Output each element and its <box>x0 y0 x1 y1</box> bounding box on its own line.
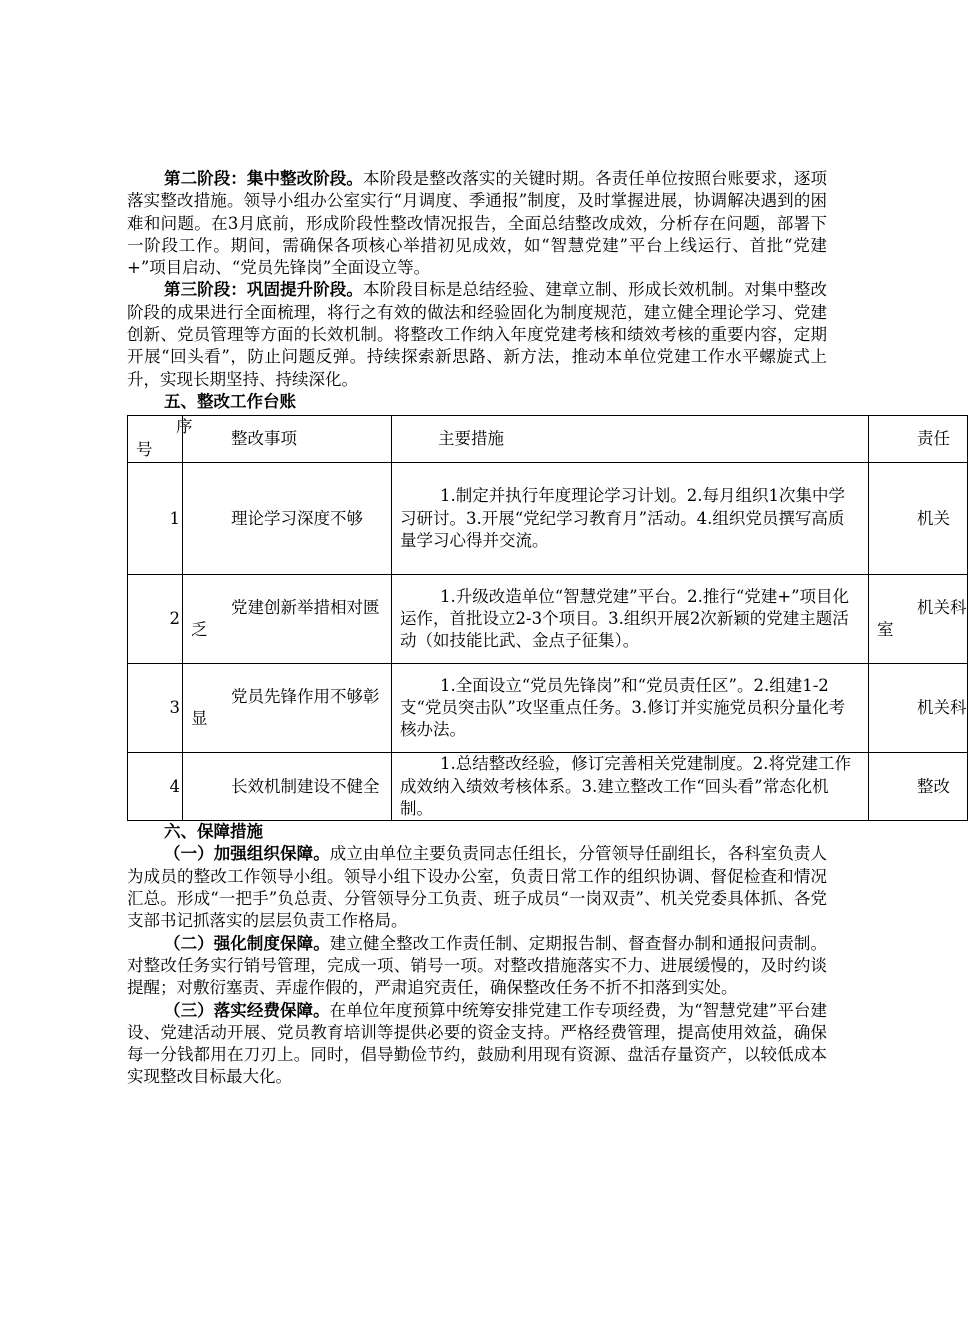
header-no-top: 序 <box>176 417 193 437</box>
stage2-text: 本阶段是整改落实的关键时期。各责任单位按照台账要求，逐项落实整改措施。领导小组办公室实行“月调度、季通报”制度，及时掌握进展，协调解决遇到的困难和问题。在3月底前，形成阶段性整改情况报告，全面总结整改成效，分析存在问题，部署下一阶段工作。期间，需确保各项核心举措初见成效，如“智慧党建”平台上线运行、首批“党建+”项目启动、“党员先锋岗”全面设立等。 <box>127 169 828 278</box>
row-no: 3 <box>128 664 183 753</box>
row-item: 理论学习深度不够 <box>183 463 392 575</box>
header-item: 整改事项 <box>183 416 392 463</box>
measure-paragraph-3 <box>127 1000 827 1089</box>
row-item: 党员先锋作用不够彰显 <box>183 664 392 753</box>
row-item: 党建创新举措相对匮乏 <box>183 575 392 664</box>
stage2-paragraph <box>127 168 827 279</box>
section6-heading: 六、保障措施 <box>164 822 263 842</box>
measure-text-3: 在单位年度预算中统筹安排党建工作专项经费，为“智慧党建”平台建设、党建活动开展、党员教育培训等提供必要的资金支持。严格经费管理，提高使用效益，确保每一分钱都用在刀刃上。同时，倡导勤俭节约，鼓励利用现有资源、盘活存量资产，以较低成本实现整改目标最大化。 <box>127 1000 827 1087</box>
header-measures: 主要措施 <box>392 416 869 463</box>
row-no: 4 <box>128 753 183 821</box>
measure-title-2: （二）强化制度保障。 <box>164 933 330 953</box>
table-row <box>128 664 968 753</box>
row-no: 1 <box>128 463 183 575</box>
table-row <box>128 463 968 575</box>
stage3-text: 本阶段目标是总结经验、建章立制、形成长效机制。对集中整改阶段的成果进行全面梳理，将行之有效的做法和经验固化为制度规范，建立健全理论学习、党建创新、党员管理等方面的长效机制。将整改工作纳入年度党建考核和绩效考核的重要内容，定期开展“回头看”，防止问题反弹。持续探索新思路、新方法，推动本单位党建工作水平螺旋式上升，实现长期坚持、持续深化。 <box>127 280 828 389</box>
row-measures: 1.升级改造单位“智慧党建”平台。2.推行“党建+”项目化运作，首批设立2-3个项目。3.组织开展2次新颖的党建主题活动（如技能比武、金点子征集）。 <box>392 575 869 664</box>
table-header-row <box>128 416 968 463</box>
stage3-title: 第三阶段：巩固提升阶段。 <box>164 280 363 300</box>
rectification-ledger-table <box>127 415 968 821</box>
measure-paragraph-1 <box>127 843 827 932</box>
row-responsible: 机关科室 <box>869 575 968 664</box>
measure-title-3: （三）落实经费保障。 <box>164 1000 330 1020</box>
header-no <box>128 416 193 463</box>
header-responsible: 责任 <box>869 416 968 463</box>
table-row <box>128 575 968 664</box>
stage2-title: 第二阶段：集中整改阶段。 <box>164 169 363 188</box>
measure-title-1: （一）加强组织保障。 <box>164 844 330 864</box>
header-no-bottom: 号 <box>136 440 153 460</box>
document-page <box>127 168 967 1089</box>
row-responsible: 整改 <box>869 753 968 821</box>
row-measures: 1.总结整改经验，修订完善相关党建制度。2.将党建工作成效纳入绩效考核体系。3.建立整改工作“回头看”常态化机制。 <box>392 753 869 821</box>
stage3-paragraph <box>127 279 827 390</box>
section5-heading: 五、整改工作台账 <box>164 391 296 411</box>
measure-text-1: 成立由单位主要负责同志任组长，分管领导任副组长，各科室负责人为成员的整改工作领导小组。领导小组下设办公室，负责日常工作的组织协调、督促检查和情况汇总。形成“一把手”负总责、分管领导分工负责、班子成员“一岗双责”、机关党委具体抓、各党支部书记抓落实的层层负责工作格局。 <box>127 844 828 931</box>
table-row <box>128 753 968 821</box>
row-no: 2 <box>128 575 183 664</box>
measure-paragraph-2 <box>127 933 827 1000</box>
row-item: 长效机制建设不健全 <box>183 753 392 821</box>
row-responsible: 机关 <box>869 463 968 575</box>
row-responsible: 机关科 <box>869 664 968 753</box>
row-measures: 1.制定并执行年度理论学习计划。2.每月组织1次集中学习研讨。3.开展“党纪学习教育月”活动。4.组织党员撰写高质量学习心得并交流。 <box>392 463 869 575</box>
row-measures: 1.全面设立“党员先锋岗”和“党员责任区”。2.组建1-2支“党员突击队”攻坚重点任务。3.修订并实施党员积分量化考核办法。 <box>392 664 869 753</box>
measure-text-2: 建立健全整改工作责任制、定期报告制、督查督办制和通报问责制。对整改任务实行销号管理，完成一项、销号一项。对整改措施落实不力、进展缓慢的，及时约谈提醒；对敷衍塞责、弄虚作假的，严肃追究责任，确保整改任务不折不扣落到实处。 <box>127 933 828 998</box>
